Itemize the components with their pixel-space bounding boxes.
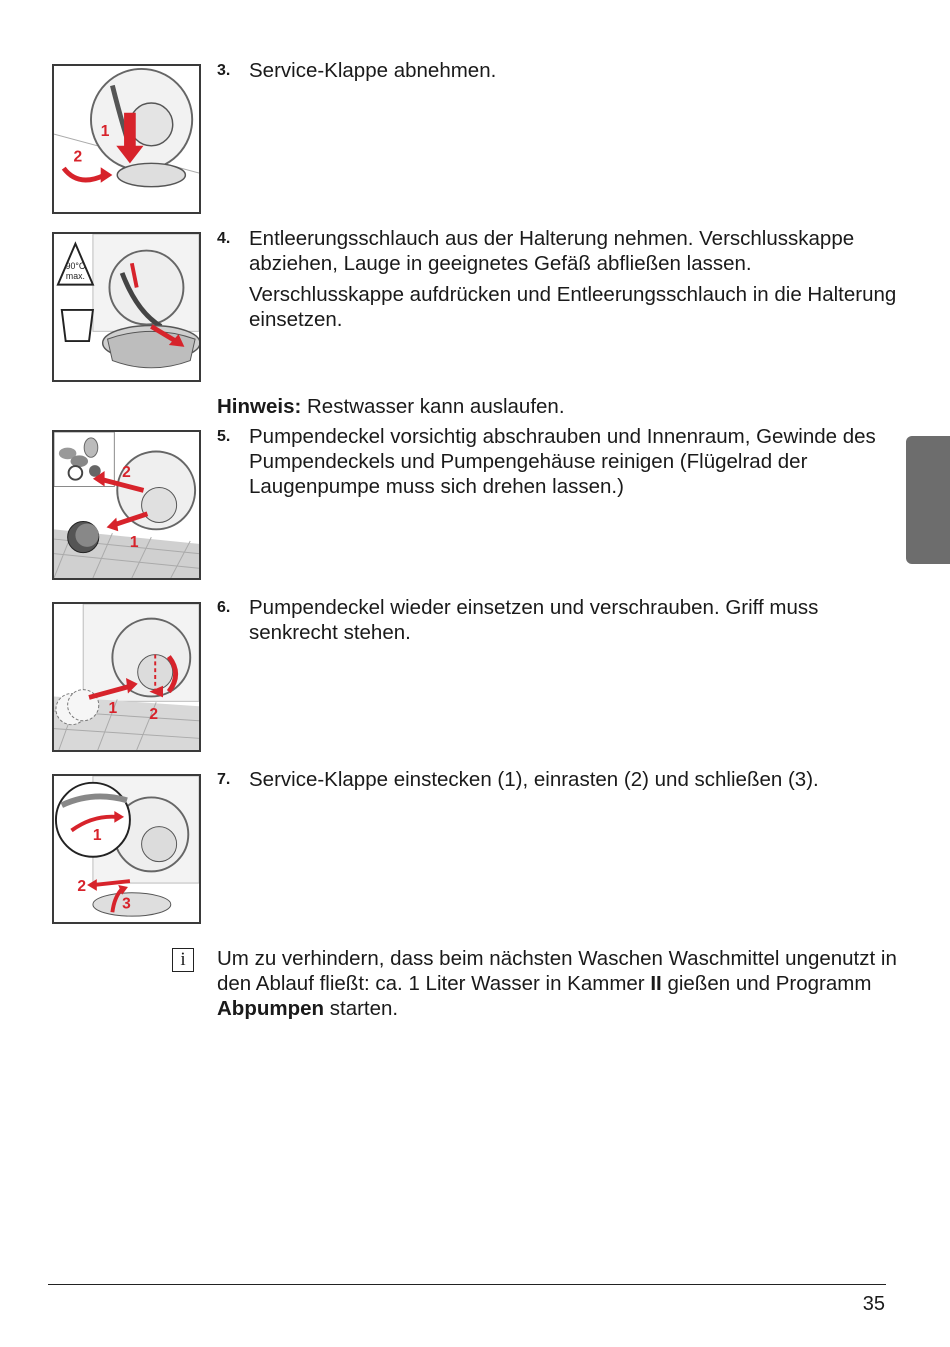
step-number: 6. [217, 599, 231, 616]
info-text-part: starten. [324, 997, 399, 1020]
step-text: Service-Klappe abnehmen. [249, 59, 497, 82]
figure-step-7 [52, 774, 201, 924]
figure-step-6 [52, 602, 201, 752]
step-number: 5. [217, 428, 231, 445]
step-text: Pumpendeckel wieder einsetzen und verschrauben. Griff muss senkrecht stehen. [249, 596, 819, 644]
note-label: Hinweis: [217, 395, 302, 418]
step-text: Pumpendeckel vorsichtig abschrauben und Innenraum, Gewinde des Pumpendeckels und Pumpengehäuse reinigen (Flügelrad der Laugenpumpe muss sich drehen lassen.) [249, 425, 876, 498]
figure-step-5 [52, 430, 201, 580]
chapter-tab [906, 436, 950, 564]
fig3-label-2: 2 [73, 148, 83, 166]
drain-hose-illustration [54, 234, 199, 380]
step-4 [217, 226, 897, 332]
step-3 [217, 58, 897, 83]
program-name: Abpumpen [217, 997, 325, 1020]
step-text: Service-Klappe einstecken (1), einrasten (2) und schließen (3). [249, 768, 819, 791]
fig3-label-1: 1 [100, 123, 110, 141]
fig7-label-3: 3 [122, 895, 131, 913]
info-text [217, 946, 897, 1021]
chamber-label: II [650, 972, 662, 995]
service-flap-removal-illustration [54, 66, 199, 212]
note-text: Restwasser kann auslaufen. [301, 395, 565, 418]
step-number: 4. [217, 230, 231, 247]
step-text: Verschlusskappe aufdrücken und Entleerungsschlauch in die Halterung einsetzen. [249, 283, 897, 331]
info-text-part: gießen und Programm [661, 972, 872, 995]
pump-cover-removal-illustration [54, 432, 199, 578]
figure-step-3 [52, 64, 201, 214]
note [217, 394, 897, 419]
step-text: Entleerungsschlauch aus der Halterung nehmen. Verschlusskappe abziehen, Lauge in geeignetes Gefäß abfließen lassen. [249, 227, 855, 275]
fig6-label-2: 2 [149, 705, 159, 723]
fig7-label-2: 2 [77, 877, 87, 895]
fig7-label-1: 1 [92, 827, 102, 845]
service-flap-insert-illustration [54, 776, 199, 922]
step-number: 3. [217, 62, 231, 79]
warning-max: max. [65, 270, 85, 281]
step-number: 7. [217, 771, 231, 788]
fig5-label-2: 2 [122, 463, 131, 481]
fig6-label-1: 1 [108, 700, 118, 718]
warning-temperature: 90°C [65, 261, 86, 272]
page-number: 35 [862, 1293, 885, 1315]
footer-rule [48, 1284, 886, 1285]
step-5 [217, 424, 897, 499]
figure-step-4 [52, 232, 201, 382]
info-icon: i [172, 948, 194, 972]
pump-cover-insert-illustration [54, 604, 199, 750]
step-7 [217, 767, 897, 792]
step-6 [217, 595, 897, 645]
info-text-part: Um zu verhindern, dass beim nächsten Waschen Waschmittel ungenutzt in den Ablauf fließt: ca. 1 Liter Wasser in Kammer [217, 947, 897, 995]
fig5-label-1: 1 [129, 533, 139, 551]
